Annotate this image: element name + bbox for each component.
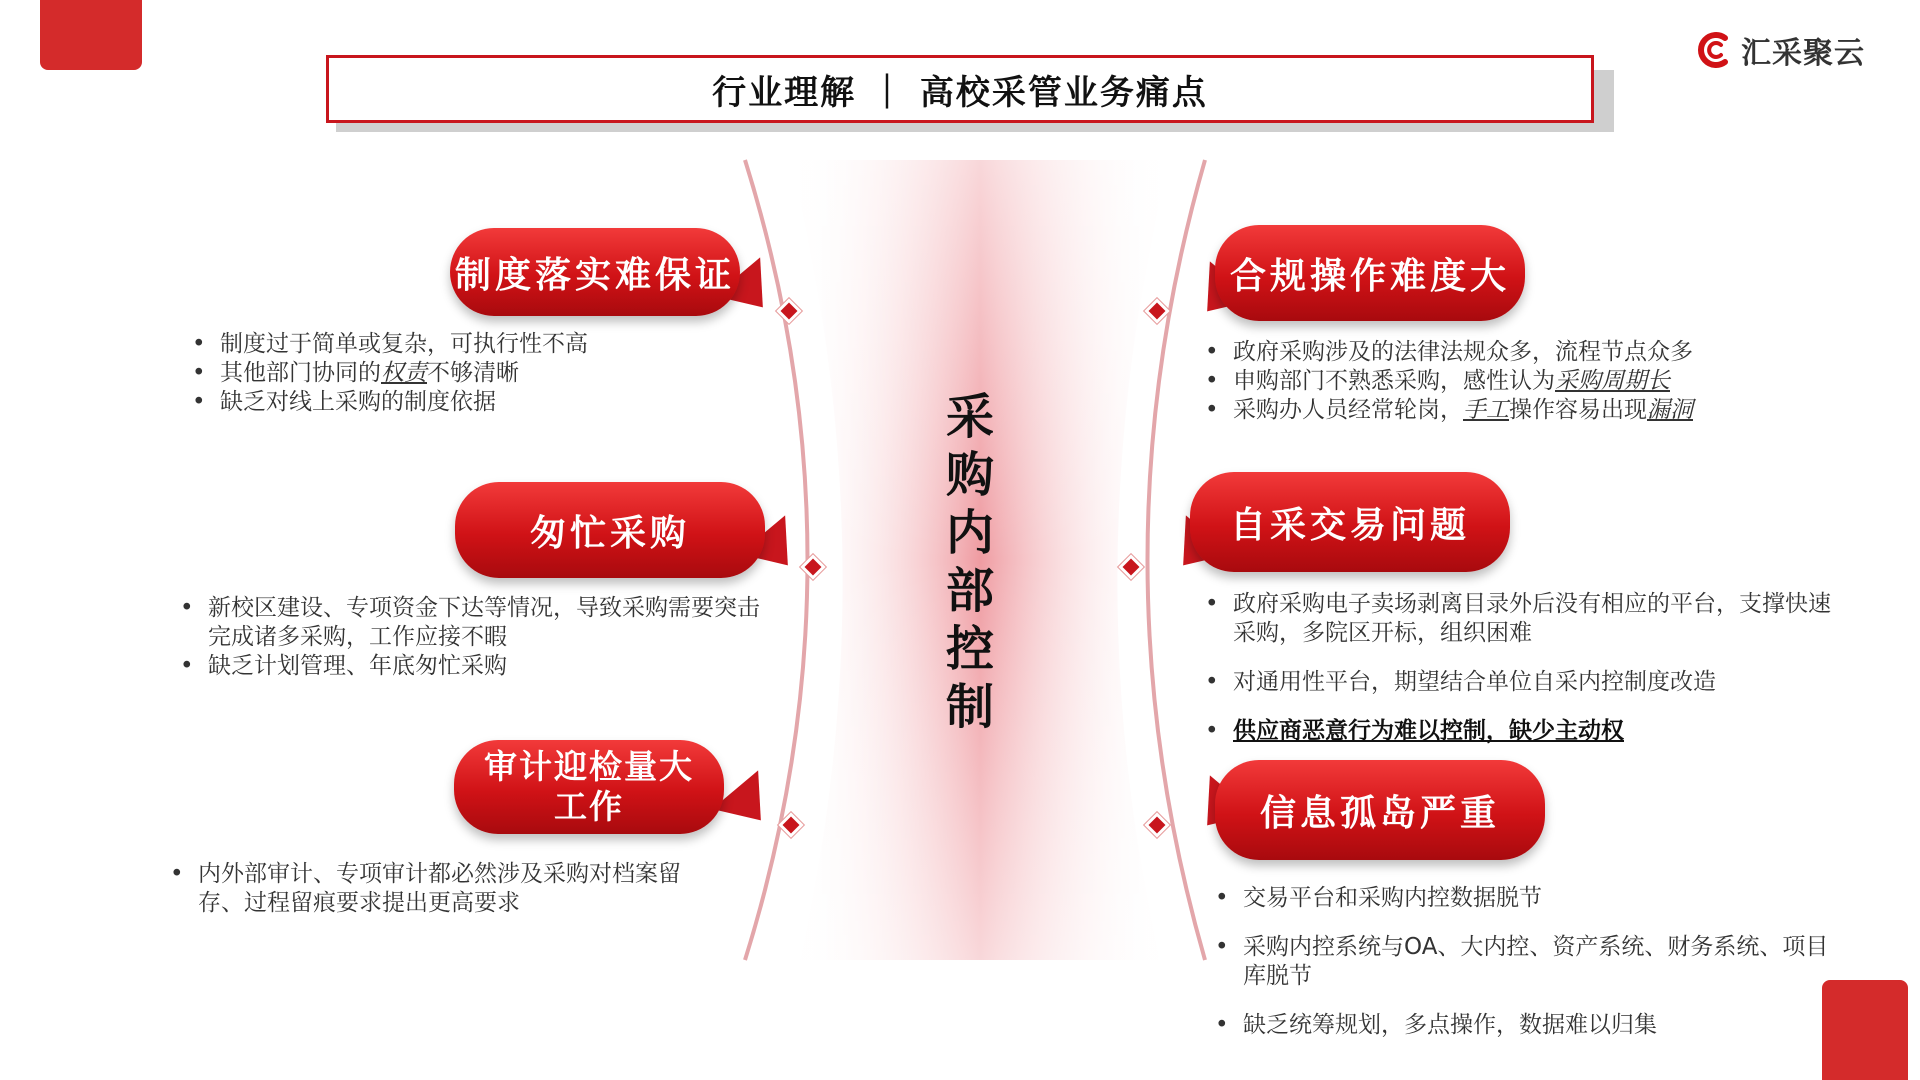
heading-bubble-rush <box>455 482 765 578</box>
heading-bubble-info-silo <box>1215 760 1545 860</box>
list-item: • 采购办人员经常轮岗，手工操作容易出现漏洞 <box>1205 396 1825 425</box>
list-item: • 内外部审计、专项审计都必然涉及采购对档案留存、过程留痕要求提出更高要求 <box>170 860 710 918</box>
logo-text: 汇采聚云 <box>1741 36 1865 71</box>
bullet-list-compliance <box>1205 338 1825 425</box>
center-char: 部 <box>945 563 994 619</box>
list-item: • 政府采购涉及的法律法规众多，流程节点众多 <box>1205 338 1825 367</box>
page-title: 行业理解 ｜ 高校采管业务痛点 <box>712 72 1208 113</box>
bullet-list-self-procurement <box>1205 590 1835 746</box>
list-item: • 缺乏统筹规划，多点操作，数据难以归集 <box>1215 1011 1835 1040</box>
list-item: • 缺乏对线上采购的制度依据 <box>192 388 662 417</box>
center-char: 控 <box>945 621 994 677</box>
heading-text: 信息孤岛严重 <box>1259 792 1500 834</box>
list-item: • 其他部门协同的权责不够清晰 <box>192 359 662 388</box>
bullet-list-rush <box>180 594 780 681</box>
heading-bubble-policy <box>450 228 740 316</box>
list-item: • 采购内控系统与OA、大内控、资产系统、财务系统、项目库脱节 <box>1215 933 1835 991</box>
center-char: 内 <box>945 505 994 561</box>
heading-bubble-self-procurement <box>1190 472 1510 572</box>
bullet-list-policy <box>192 330 662 417</box>
heading-text: 匆忙采购 <box>529 512 690 554</box>
heading-bubble-compliance <box>1215 225 1525 321</box>
heading-text: 制度落实难保证 <box>454 254 735 296</box>
list-item: • 缺乏计划管理、年底匆忙采购 <box>180 652 780 681</box>
list-item: • 政府采购电子卖场剥离目录外后没有相应的平台，支撑快速采购，多院区开标，组织困难 <box>1205 590 1835 648</box>
bullet-list-info-silo <box>1215 884 1835 1040</box>
list-item: • 新校区建设、专项资金下达等情况，导致采购需要突击完成诸多采购，工作应接不暇 <box>180 594 780 652</box>
heading-text: 工作 <box>554 787 624 826</box>
center-char: 制 <box>945 679 994 735</box>
center-char: 购 <box>945 447 994 503</box>
heading-text: 自采交易问题 <box>1229 504 1470 546</box>
center-char: 采 <box>945 389 994 445</box>
list-item: • 供应商恶意行为难以控制，缺少主动权 <box>1205 717 1835 746</box>
center-vertical-title <box>940 388 1000 736</box>
list-item: • 申购部门不熟悉采购，感性认为采购周期长 <box>1205 367 1825 396</box>
heading-bubble-audit <box>454 740 724 834</box>
heading-text: 合规操作难度大 <box>1229 255 1510 297</box>
bullet-list-audit <box>170 860 710 918</box>
list-item: • 制度过于简单或复杂，可执行性不高 <box>192 330 662 359</box>
list-item: • 对通用性平台，期望结合单位自采内控制度改造 <box>1205 668 1835 697</box>
list-item: • 交易平台和采购内控数据脱节 <box>1215 884 1835 913</box>
heading-text: 审计迎检量大 <box>484 747 694 786</box>
